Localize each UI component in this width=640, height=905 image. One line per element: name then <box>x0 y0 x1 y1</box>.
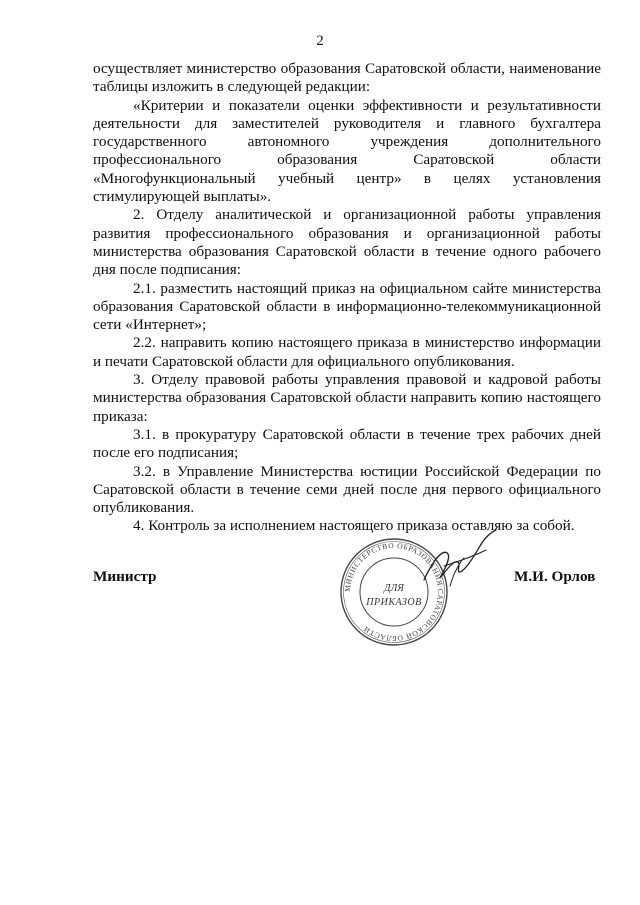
paragraph-item-2-2: 2.2. направить копию настоящего приказа в министерство информации и печати Саратовской области для официального опубликования. <box>93 334 601 370</box>
order-body-text <box>93 60 601 536</box>
handwritten-signature-icon <box>420 528 500 598</box>
stamp-ring-text: МИНИСТЕРСТВО ОБРАЗОВАНИЯ САРАТОВСКОЙ ОБЛАСТИ <box>342 540 446 644</box>
page-number: 2 <box>316 33 324 49</box>
paragraph-item-3-2: 3.2. в Управление Министерства юстиции Российской Федерации по Саратовской области в течение семи дней после дня первого официального опубликования. <box>93 462 601 517</box>
signer-name: М.И. Орлов <box>514 568 596 585</box>
minister-position-label: Министр <box>93 568 157 585</box>
paragraph-item-4: 4. Контроль за исполнением настоящего приказа оставляю за собой. <box>133 517 575 535</box>
paragraph-item-2-1: 2.1. разместить настоящий приказ на официальном сайте министерства образования Саратовской области в информационно-телекоммуникационной сети «Интернет»; <box>93 279 601 334</box>
paragraph-item-2: 2. Отделу аналитической и организационной работы управления развития профессионального образования и организационной работы министерства образования Саратовской области в течение одного рабочего дня после подписания: <box>93 206 601 279</box>
stamp-inner-line-2: ПРИКАЗОВ <box>366 597 422 608</box>
paragraph-item-3-1: 3.1. в прокуратуру Саратовской области в течение трех рабочих дней после его подписания; <box>93 425 601 462</box>
paragraph-table-title: «Критерии и показатели оценки эффективности и результативности деятельности для заместителей руководителя и главного бухгалтера государственного автономного учреждения дополнительного профессионального образования Саратовской области «Многофункциональный учебный центр» в целях установления стимулирующей выплаты». <box>93 96 601 206</box>
paragraph-continuation: осуществляет министерство образования Саратовской области, наименование таблицы изложить в следующей редакции: <box>93 60 601 96</box>
stamp-inner-line-1: ДЛЯ <box>384 583 404 594</box>
paragraph-item-3: 3. Отделу правовой работы управления правовой и кадровой работы министерства образования Саратовской области направить копию настоящего приказа: <box>93 371 601 425</box>
